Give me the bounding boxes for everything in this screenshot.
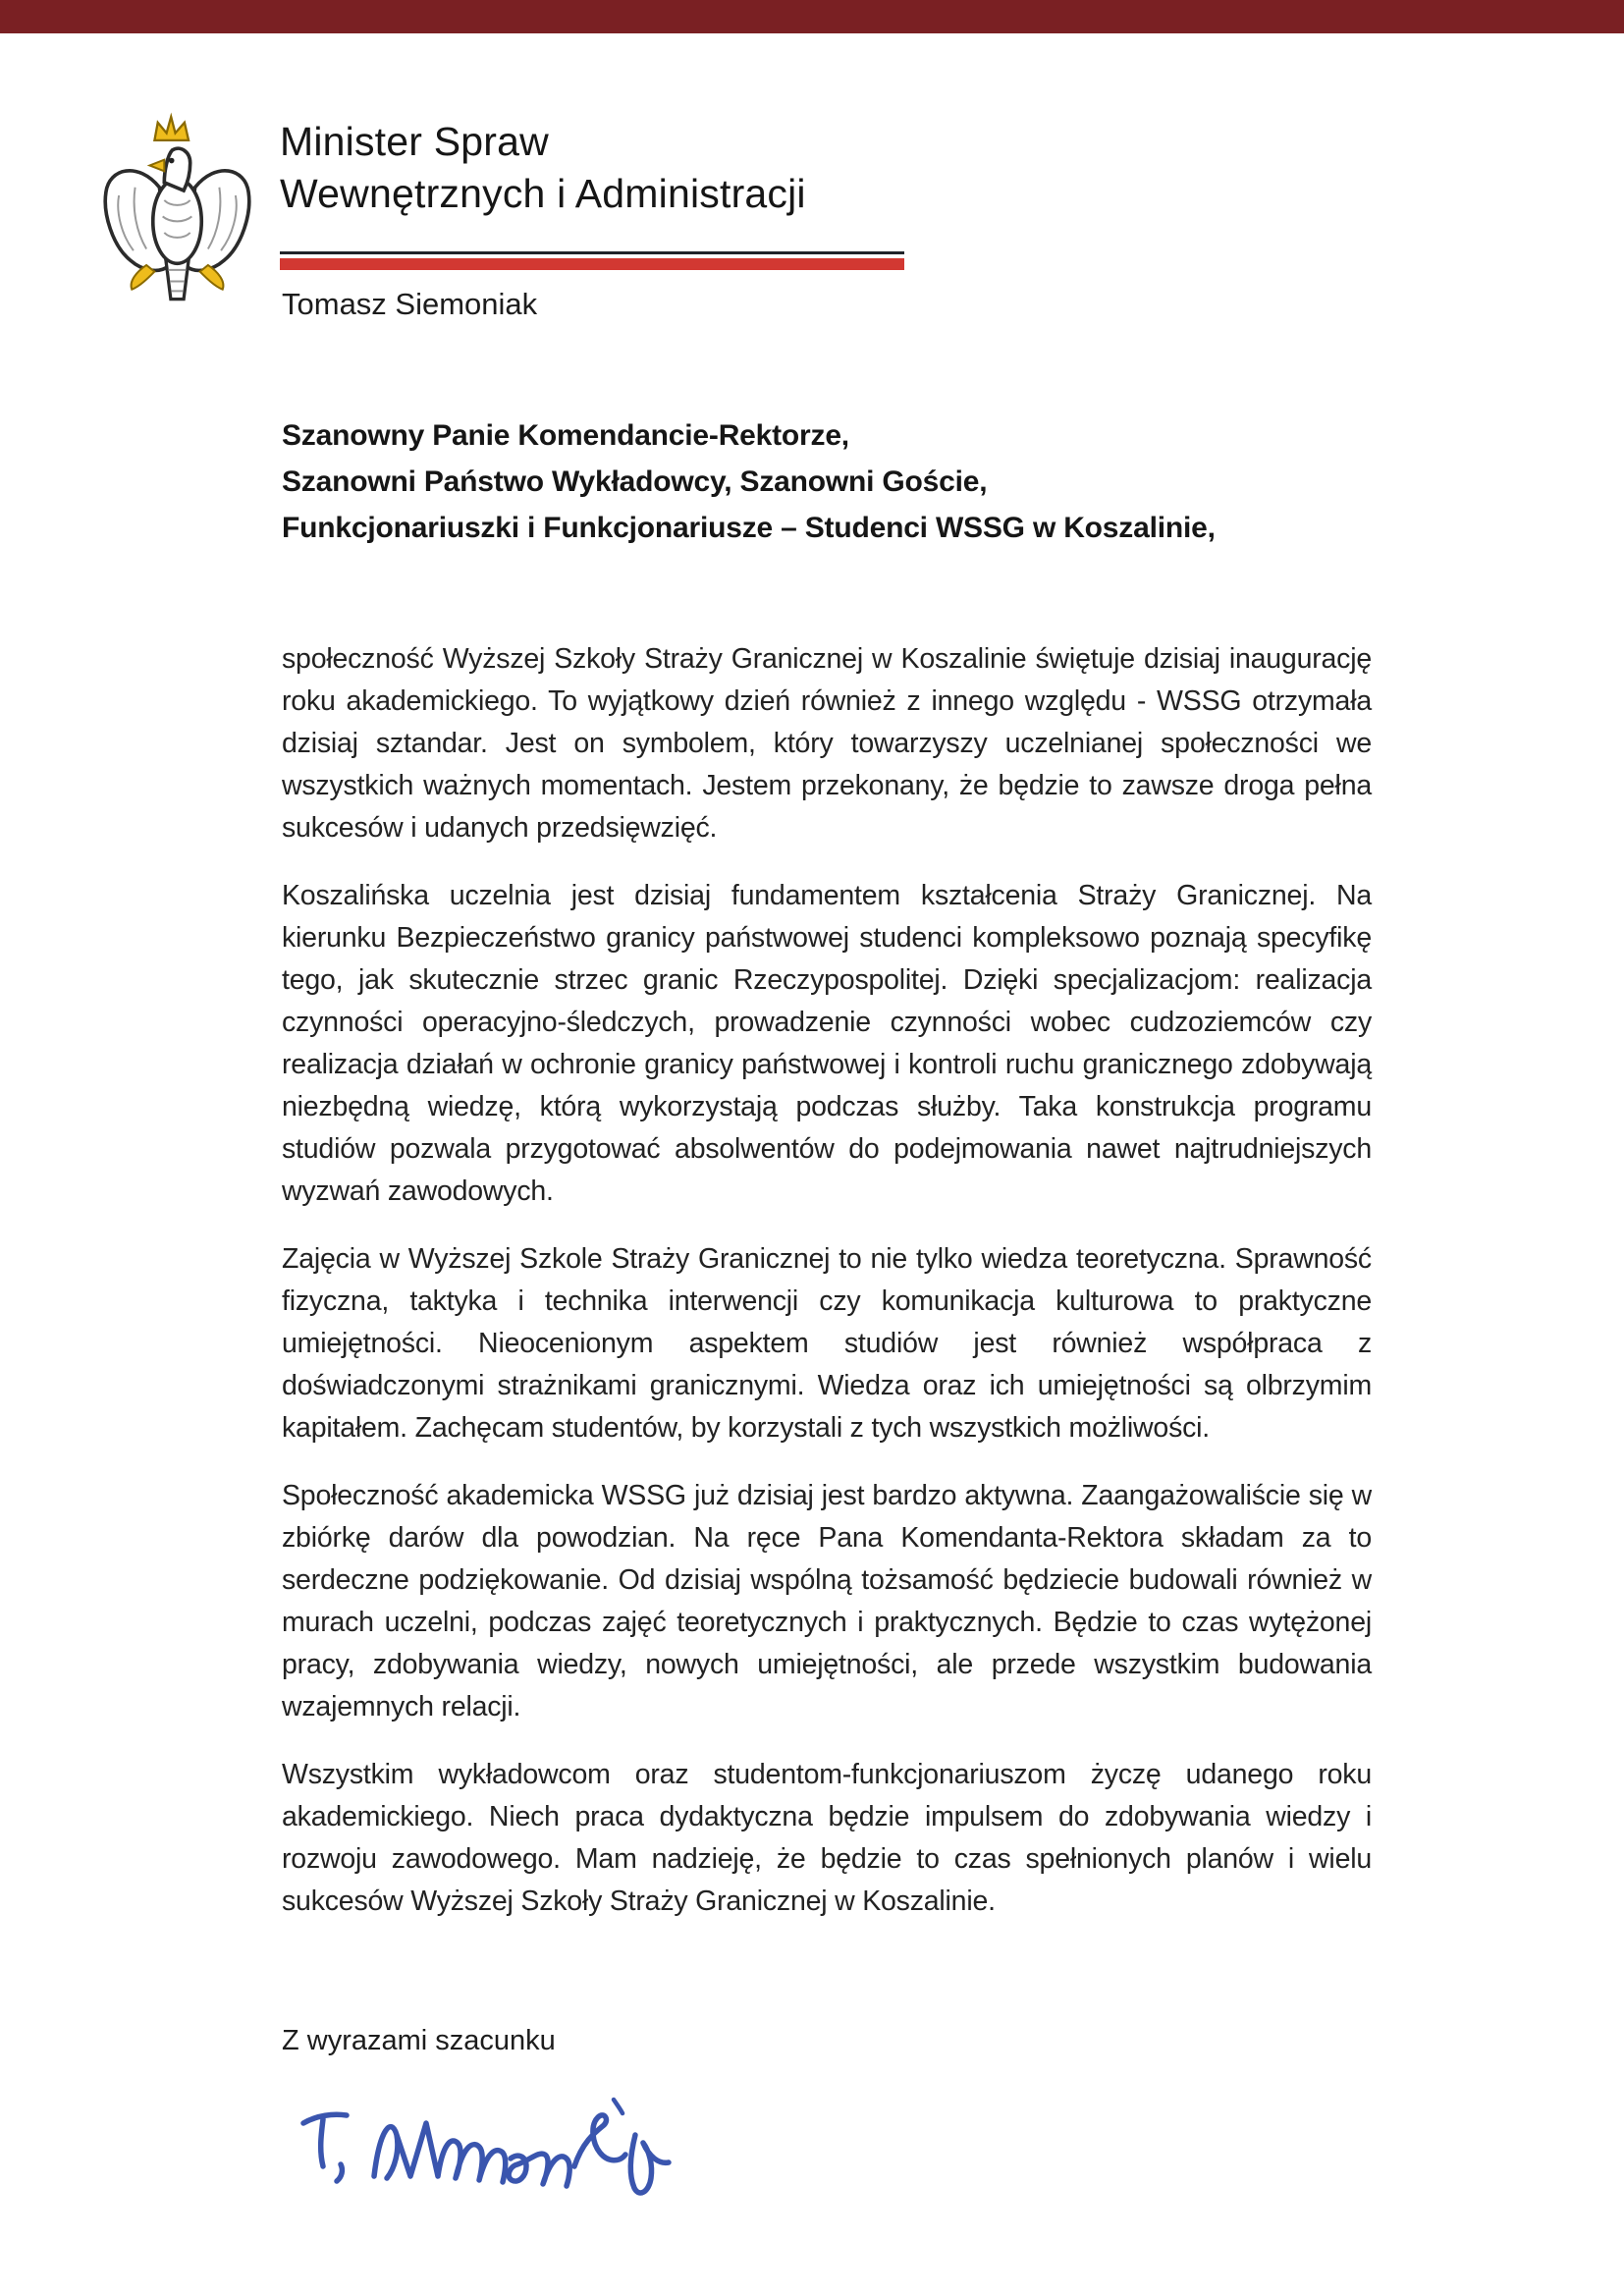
ministry-title	[280, 116, 806, 220]
signature-handwriting	[290, 2082, 751, 2214]
paragraph-2: Koszalińska uczelnia jest dzisiaj fundamentem kształcenia Straży Granicznej. Na kierunku Bezpieczeństwo granicy państwowej studenci kompleksowo poznają specyfikę tego, jak skutecznie strzec granic Rzeczypospolitej. Dzięki specjalizacjom: realizacja czynności operacyjno-śledczych, prowadzenie czynności wobec cudzoziemców czy realizacja działań w ochronie granicy państwowej i kontroli ruchu granicznego zdobywają niezbędną wiedzę, którą wykorzystają podczas służby. Taka konstrukcja programu studiów pozwala przygotować absolwentów do podejmowania nawet najtrudniejszych wyzwań zawodowych.	[282, 880, 1372, 1207]
letter-body	[282, 638, 1372, 1948]
scan-top-band	[0, 0, 1624, 33]
salutation-line-2: Szanowni Państwo Wykładowcy, Szanowni Goście,	[282, 465, 988, 498]
divider-red-line	[280, 258, 904, 270]
ministry-title-line2: Wewnętrznych i Administracji	[280, 171, 806, 216]
paragraph-3: Zajęcia w Wyższej Szkole Straży Granicznej to nie tylko wiedza teoretyczna. Sprawność fizyczna, taktyka i technika interwencji czy komunikacja kulturowa to praktyczne umiejętności. Nieocenionym aspektem studiów jest również współpraca z doświadczonymi strażnikami granicznymi. Wiedza oraz ich umiejętności są olbrzymim kapitałem. Zachęcam studentów, by korzystali z tych wszystkich możliwości.	[282, 1243, 1372, 1444]
flag-divider	[280, 251, 904, 270]
salutation-block	[282, 412, 1216, 551]
official-name: Tomasz Siemoniak	[282, 287, 538, 321]
valediction: Z wyrazami szacunku	[282, 2025, 556, 2056]
ministry-title-line1: Minister Spraw	[280, 119, 549, 164]
paragraph-5: Wszystkim wykładowcom oraz studentom-funkcjonariuszom życzę udanego roku akademickiego. Niech praca dydaktyczna będzie impulsem do zdobywania wiedzy i rozwoju zawodowego. Mam nadzieję, że będzie to czas spełnionych planów i wielu sukcesów Wyższej Szkoły Straży Granicznej w Koszalinie.	[282, 1759, 1372, 1917]
polish-eagle-emblem-icon	[96, 106, 258, 317]
salutation-line-1: Szanowny Panie Komendancie-Rektorze,	[282, 419, 849, 452]
salutation-line-3: Funkcjonariuszki i Funkcjonariusze – Studenci WSSG w Koszalinie,	[282, 512, 1216, 544]
paragraph-1: społeczność Wyższej Szkoły Straży Granicznej w Koszalinie świętuje dzisiaj inaugurację roku akademickiego. To wyjątkowy dzień również z innego względu - WSSG otrzymała dzisiaj sztandar. Jest on symbolem, który towarzyszy uczelnianej społeczności we wszystkich ważnych momentach. Jestem przekonany, że będzie to zawsze droga pełna sukcesów i udanych przedsięwzięć.	[282, 643, 1372, 844]
paragraph-4: Społeczność akademicka WSSG już dzisiaj jest bardzo aktywna. Zaangażowaliście się w zbiórkę darów dla powodzian. Na ręce Pana Komendanta-Rektora składam za to serdeczne podziękowanie. Od dzisiaj wspólną tożsamość będziecie budowali również w murach uczelni, podczas zajęć teoretycznych i praktycznych. Będzie to czas wytężonej pracy, zdobywania wiedzy, nowych umiejętności, ale przede wszystkim budowania wzajemnych relacji.	[282, 1480, 1372, 1722]
